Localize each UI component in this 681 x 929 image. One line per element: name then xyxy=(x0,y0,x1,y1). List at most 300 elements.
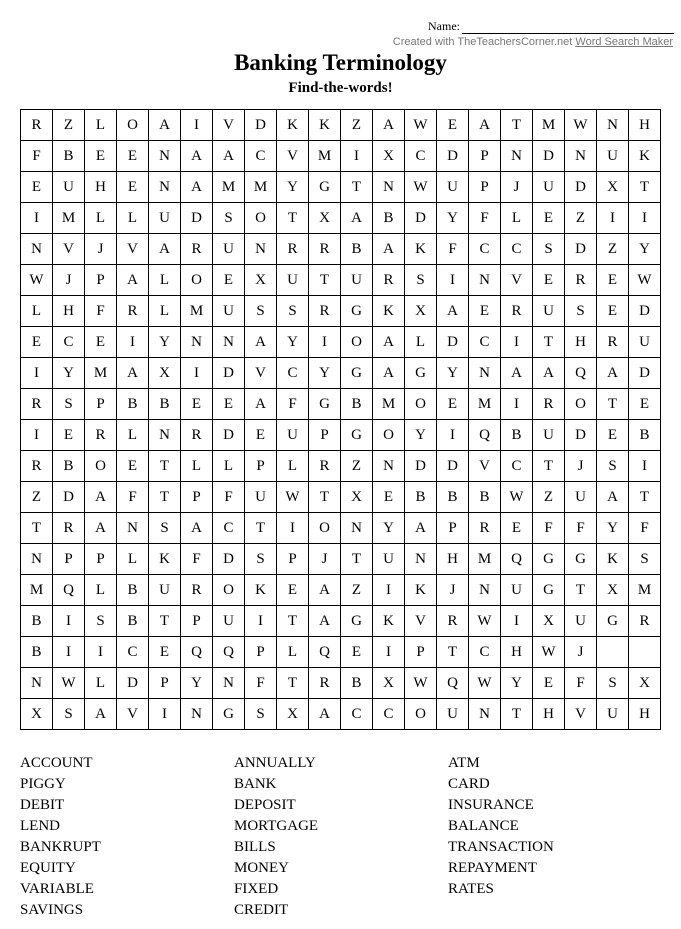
grid-cell: Y xyxy=(53,358,85,389)
grid-cell: Q xyxy=(437,668,469,699)
grid-cell: M xyxy=(373,389,405,420)
page-subtitle: Find-the-words! xyxy=(288,80,393,96)
grid-cell: D xyxy=(565,172,597,203)
grid-cell: W xyxy=(469,606,501,637)
word-list-item: BANK xyxy=(234,776,277,792)
grid-cell: I xyxy=(21,203,53,234)
grid-row xyxy=(21,358,661,389)
grid-cell: K xyxy=(405,234,437,265)
grid-cell: A xyxy=(117,358,149,389)
grid-cell: T xyxy=(245,513,277,544)
grid-cell: G xyxy=(341,606,373,637)
grid-cell: C xyxy=(469,637,501,668)
grid-cell: K xyxy=(597,544,629,575)
grid-cell: A xyxy=(213,141,245,172)
grid-cell: A xyxy=(181,141,213,172)
grid-cell: P xyxy=(437,513,469,544)
grid-cell: K xyxy=(245,575,277,606)
word-list-item: ACCOUNT xyxy=(20,755,93,771)
grid-cell: A xyxy=(309,575,341,606)
grid-cell: Q xyxy=(53,575,85,606)
grid-cell: T xyxy=(565,575,597,606)
grid-cell: Q xyxy=(213,637,245,668)
letter-grid xyxy=(20,109,661,730)
grid-cell: M xyxy=(309,141,341,172)
grid-cell: W xyxy=(501,482,533,513)
grid-cell: A xyxy=(149,234,181,265)
grid-row xyxy=(21,389,661,420)
grid-cell: T xyxy=(277,606,309,637)
grid-cell: N xyxy=(341,513,373,544)
grid-cell: N xyxy=(181,699,213,730)
word-column-1 xyxy=(20,753,101,921)
grid-cell: P xyxy=(181,606,213,637)
grid-cell: Q xyxy=(501,544,533,575)
grid-cell: R xyxy=(309,296,341,327)
grid-cell: C xyxy=(469,327,501,358)
grid-cell: R xyxy=(21,389,53,420)
grid-cell: B xyxy=(501,420,533,451)
grid-cell: U xyxy=(629,327,661,358)
grid-cell: G xyxy=(533,575,565,606)
grid-cell: H xyxy=(501,637,533,668)
word-list-item: TRANSACTION xyxy=(448,839,554,855)
grid-cell: P xyxy=(469,141,501,172)
grid-cell: B xyxy=(437,482,469,513)
grid-cell: M xyxy=(85,358,117,389)
grid-cell: A xyxy=(341,203,373,234)
grid-cell: C xyxy=(277,358,309,389)
grid-cell: Y xyxy=(277,327,309,358)
grid-cell: D xyxy=(437,141,469,172)
grid-cell: N xyxy=(117,513,149,544)
grid-cell: B xyxy=(117,575,149,606)
grid-cell: U xyxy=(53,172,85,203)
grid-cell: J xyxy=(85,234,117,265)
grid-cell: Z xyxy=(533,482,565,513)
grid-cell: V xyxy=(469,451,501,482)
grid-cell: Z xyxy=(597,234,629,265)
credit-text: Created with TheTeachersCorner.net xyxy=(392,36,573,48)
grid-cell: N xyxy=(469,358,501,389)
grid-cell: N xyxy=(373,451,405,482)
grid-cell: W xyxy=(469,668,501,699)
grid-cell: G xyxy=(597,606,629,637)
grid-cell: Y xyxy=(437,358,469,389)
grid-cell: O xyxy=(309,513,341,544)
grid-cell: P xyxy=(85,389,117,420)
grid-cell: R xyxy=(277,234,309,265)
grid-cell: H xyxy=(53,296,85,327)
grid-cell: T xyxy=(341,544,373,575)
grid-cell: O xyxy=(373,420,405,451)
grid-cell: U xyxy=(277,420,309,451)
grid-cell: I xyxy=(341,141,373,172)
grid-cell: F xyxy=(565,513,597,544)
grid-cell: N xyxy=(469,575,501,606)
grid-cell: P xyxy=(405,637,437,668)
grid-cell: N xyxy=(213,327,245,358)
word-list-item: DEBIT xyxy=(20,797,65,813)
grid-cell: O xyxy=(213,575,245,606)
grid-row xyxy=(21,637,661,668)
grid-cell: O xyxy=(405,389,437,420)
grid-cell: B xyxy=(117,389,149,420)
grid-cell: E xyxy=(53,420,85,451)
grid-cell: O xyxy=(565,389,597,420)
grid-cell: I xyxy=(437,420,469,451)
word-column-3 xyxy=(448,753,554,900)
grid-cell: M xyxy=(213,172,245,203)
grid-cell: K xyxy=(149,544,181,575)
grid-cell: E xyxy=(437,110,469,141)
grid-row xyxy=(21,327,661,358)
grid-cell: L xyxy=(277,637,309,668)
grid-cell: I xyxy=(245,606,277,637)
grid-cell: F xyxy=(533,513,565,544)
grid-cell: D xyxy=(245,110,277,141)
grid-cell: W xyxy=(21,265,53,296)
grid-cell: T xyxy=(21,513,53,544)
grid-cell: R xyxy=(85,420,117,451)
grid-cell: M xyxy=(469,544,501,575)
grid-cell: Y xyxy=(149,327,181,358)
grid-cell: Q xyxy=(309,637,341,668)
grid-cell: F xyxy=(117,482,149,513)
grid-row xyxy=(21,110,661,141)
grid-cell: G xyxy=(341,420,373,451)
grid-cell: V xyxy=(117,699,149,730)
grid-cell: X xyxy=(341,482,373,513)
grid-cell: G xyxy=(213,699,245,730)
grid-cell: G xyxy=(309,172,341,203)
grid-cell: L xyxy=(117,203,149,234)
grid-cell: X xyxy=(277,699,309,730)
grid-cell: U xyxy=(533,296,565,327)
grid-cell: B xyxy=(469,482,501,513)
grid-cell: A xyxy=(469,110,501,141)
grid-cell: C xyxy=(213,513,245,544)
grid-cell: F xyxy=(629,513,661,544)
grid-cell: M xyxy=(629,575,661,606)
grid-cell: C xyxy=(245,141,277,172)
grid-cell: I xyxy=(373,575,405,606)
word-list-item: LEND xyxy=(20,818,60,834)
grid-cell: I xyxy=(21,420,53,451)
grid-cell: I xyxy=(53,606,85,637)
grid-cell: V xyxy=(117,234,149,265)
grid-cell: Y xyxy=(437,203,469,234)
grid-cell: M xyxy=(533,110,565,141)
word-list-item: ANNUALLY xyxy=(234,755,316,771)
grid-cell: I xyxy=(85,637,117,668)
grid-cell: I xyxy=(277,513,309,544)
grid-cell: H xyxy=(629,110,661,141)
grid-cell: L xyxy=(405,327,437,358)
grid-cell: I xyxy=(373,637,405,668)
grid-cell: U xyxy=(149,575,181,606)
grid-cell: Y xyxy=(597,513,629,544)
grid-cell: D xyxy=(565,234,597,265)
grid-cell: R xyxy=(181,420,213,451)
grid-cell: E xyxy=(341,637,373,668)
grid-cell: U xyxy=(437,699,469,730)
grid-cell: U xyxy=(213,606,245,637)
grid-cell: S xyxy=(597,668,629,699)
grid-cell: N xyxy=(245,234,277,265)
word-list-item: REPAYMENT xyxy=(448,860,537,876)
grid-cell: F xyxy=(181,544,213,575)
grid-cell: S xyxy=(277,296,309,327)
grid-cell: X xyxy=(373,141,405,172)
grid-cell: A xyxy=(245,389,277,420)
grid-cell: E xyxy=(117,451,149,482)
name-field xyxy=(428,19,674,34)
grid-cell: R xyxy=(21,110,53,141)
grid-cell: S xyxy=(405,265,437,296)
grid-cell: F xyxy=(245,668,277,699)
grid-cell: A xyxy=(85,513,117,544)
word-list-item: INSURANCE xyxy=(448,797,534,813)
grid-cell: E xyxy=(533,668,565,699)
grid-cell: U xyxy=(213,296,245,327)
grid-cell: N xyxy=(149,172,181,203)
grid-cell: E xyxy=(181,389,213,420)
grid-cell: S xyxy=(53,389,85,420)
grid-cell: I xyxy=(629,451,661,482)
grid-cell: J xyxy=(437,575,469,606)
grid-cell: R xyxy=(21,451,53,482)
grid-cell: T xyxy=(437,637,469,668)
grid-cell: K xyxy=(373,606,405,637)
grid-cell: V xyxy=(277,141,309,172)
grid-cell: A xyxy=(437,296,469,327)
grid-cell: U xyxy=(277,265,309,296)
grid-cell: R xyxy=(117,296,149,327)
grid-cell: K xyxy=(373,296,405,327)
name-label: Name: xyxy=(428,19,460,33)
word-list-item: BILLS xyxy=(234,839,276,855)
grid-cell: W xyxy=(405,110,437,141)
grid-cell: Y xyxy=(181,668,213,699)
grid-cell: D xyxy=(533,141,565,172)
page-title: Banking Terminology xyxy=(234,50,447,75)
grid-cell: C xyxy=(469,234,501,265)
grid-cell: U xyxy=(565,482,597,513)
grid-cell: U xyxy=(597,699,629,730)
grid-cell: I xyxy=(597,203,629,234)
grid-cell: S xyxy=(597,451,629,482)
grid-cell: B xyxy=(53,141,85,172)
grid-cell: Q xyxy=(469,420,501,451)
grid-cell: G xyxy=(533,544,565,575)
grid-cell: E xyxy=(21,327,53,358)
grid-cell: T xyxy=(501,110,533,141)
grid-row xyxy=(21,296,661,327)
grid-cell: L xyxy=(21,296,53,327)
grid-cell: R xyxy=(629,606,661,637)
grid-cell: E xyxy=(277,575,309,606)
grid-cell: A xyxy=(373,358,405,389)
grid-cell: D xyxy=(53,482,85,513)
grid-cell: C xyxy=(341,699,373,730)
grid-row xyxy=(21,606,661,637)
grid-cell: D xyxy=(405,451,437,482)
grid-cell: V xyxy=(565,699,597,730)
grid-row xyxy=(21,482,661,513)
grid-row xyxy=(21,575,661,606)
grid-cell: G xyxy=(309,389,341,420)
grid-cell: E xyxy=(501,513,533,544)
grid-cell: L xyxy=(501,203,533,234)
grid-cell: H xyxy=(85,172,117,203)
grid-cell: T xyxy=(629,482,661,513)
grid-cell: M xyxy=(181,296,213,327)
grid-cell: Z xyxy=(341,575,373,606)
grid-cell: X xyxy=(149,358,181,389)
grid-cell: M xyxy=(469,389,501,420)
grid-cell: J xyxy=(309,544,341,575)
grid-cell: T xyxy=(149,451,181,482)
grid-cell: A xyxy=(245,327,277,358)
word-list-item: DEPOSIT xyxy=(234,797,296,813)
grid-cell: S xyxy=(245,544,277,575)
grid-cell: E xyxy=(629,389,661,420)
grid-cell: N xyxy=(469,699,501,730)
grid-cell: Y xyxy=(405,420,437,451)
grid-cell: N xyxy=(149,141,181,172)
grid-cell: O xyxy=(341,327,373,358)
grid-cell: I xyxy=(21,358,53,389)
grid-cell: O xyxy=(181,265,213,296)
grid-cell: R xyxy=(309,668,341,699)
grid-cell: A xyxy=(181,513,213,544)
word-search-maker-link[interactable]: Word Search Maker xyxy=(575,36,673,48)
word-list-item: EQUITY xyxy=(20,860,76,876)
grid-cell: A xyxy=(373,327,405,358)
grid-cell: Z xyxy=(565,203,597,234)
grid-row xyxy=(21,699,661,730)
name-underline xyxy=(462,21,674,34)
grid-cell: F xyxy=(277,389,309,420)
grid-cell: R xyxy=(533,389,565,420)
grid-cell: Y xyxy=(501,668,533,699)
grid-cell: E xyxy=(469,296,501,327)
grid-row xyxy=(21,420,661,451)
grid-cell: V xyxy=(501,265,533,296)
grid-cell: Y xyxy=(309,358,341,389)
grid-cell: T xyxy=(341,172,373,203)
grid-cell: U xyxy=(149,203,181,234)
grid-cell xyxy=(629,637,661,668)
grid-cell: R xyxy=(565,265,597,296)
grid-cell: N xyxy=(469,265,501,296)
grid-cell: E xyxy=(245,420,277,451)
grid-cell: R xyxy=(181,234,213,265)
grid-cell: A xyxy=(181,172,213,203)
grid-cell: C xyxy=(53,327,85,358)
grid-cell: E xyxy=(21,172,53,203)
grid-cell: F xyxy=(21,141,53,172)
grid-cell: P xyxy=(469,172,501,203)
grid-row xyxy=(21,451,661,482)
grid-cell: N xyxy=(21,544,53,575)
grid-cell: K xyxy=(277,110,309,141)
grid-cell: D xyxy=(437,327,469,358)
grid-cell: V xyxy=(213,110,245,141)
grid-cell: P xyxy=(277,544,309,575)
grid-cell: N xyxy=(181,327,213,358)
grid-cell: N xyxy=(213,668,245,699)
grid-cell: V xyxy=(245,358,277,389)
grid-cell: E xyxy=(597,420,629,451)
grid-cell: F xyxy=(565,668,597,699)
grid-cell: U xyxy=(533,420,565,451)
grid-cell: L xyxy=(85,110,117,141)
grid-cell: T xyxy=(629,172,661,203)
grid-cell: X xyxy=(533,606,565,637)
grid-cell: T xyxy=(149,482,181,513)
grid-cell: T xyxy=(309,265,341,296)
grid-cell: A xyxy=(597,482,629,513)
grid-cell: D xyxy=(629,358,661,389)
grid-cell: H xyxy=(629,699,661,730)
grid-cell: L xyxy=(277,451,309,482)
grid-cell: E xyxy=(213,265,245,296)
grid-cell: T xyxy=(597,389,629,420)
grid-cell: O xyxy=(85,451,117,482)
grid-cell: I xyxy=(437,265,469,296)
grid-cell: T xyxy=(309,482,341,513)
grid-cell: Z xyxy=(53,110,85,141)
grid-cell: S xyxy=(565,296,597,327)
grid-cell: D xyxy=(629,296,661,327)
word-list-item: PIGGY xyxy=(20,776,66,792)
grid-cell: R xyxy=(469,513,501,544)
grid-cell: S xyxy=(533,234,565,265)
grid-cell: I xyxy=(629,203,661,234)
grid-cell: K xyxy=(629,141,661,172)
grid-cell: M xyxy=(245,172,277,203)
grid-cell: P xyxy=(245,451,277,482)
word-list-item: ATM xyxy=(448,755,480,771)
grid-cell: U xyxy=(373,544,405,575)
grid-cell: M xyxy=(53,203,85,234)
grid-cell: L xyxy=(149,296,181,327)
grid-cell: E xyxy=(85,141,117,172)
grid-cell: U xyxy=(501,575,533,606)
word-list-item: CREDIT xyxy=(234,902,289,918)
grid-cell: R xyxy=(373,265,405,296)
grid-cell: L xyxy=(85,203,117,234)
grid-cell: V xyxy=(405,606,437,637)
grid-cell: B xyxy=(405,482,437,513)
grid-cell: E xyxy=(213,389,245,420)
word-list-item: CARD xyxy=(448,776,490,792)
grid-cell: R xyxy=(309,451,341,482)
grid-cell: I xyxy=(181,358,213,389)
grid-cell: C xyxy=(501,451,533,482)
grid-cell: F xyxy=(213,482,245,513)
grid-cell: K xyxy=(405,575,437,606)
grid-cell: A xyxy=(117,265,149,296)
grid-cell: N xyxy=(149,420,181,451)
grid-cell: F xyxy=(437,234,469,265)
grid-cell: Z xyxy=(341,451,373,482)
grid-cell: B xyxy=(53,451,85,482)
grid-cell: E xyxy=(597,296,629,327)
grid-cell: D xyxy=(117,668,149,699)
